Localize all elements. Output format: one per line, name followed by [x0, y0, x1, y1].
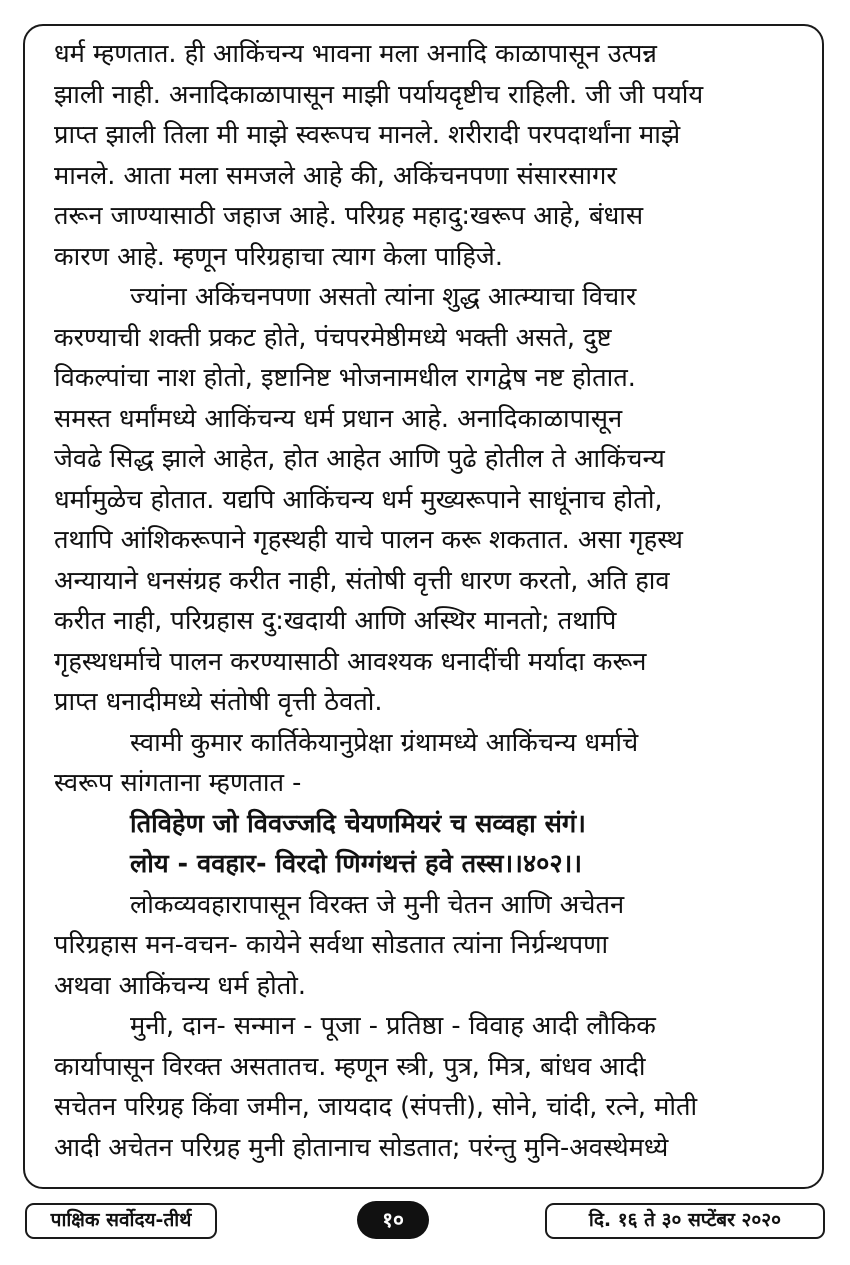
text-line: जेवढे सिद्ध झाले आहेत, होत आहेत आणि पुढे होतील ते आकिंचन्य: [54, 444, 665, 474]
text-line: मानले. आता मला समजले आहे की, अकिंचनपणा संसारसागर: [54, 160, 617, 191]
text-line: गृहस्थधर्माचे पालन करण्यासाठी आवश्यक धनादींची मर्यादा करून: [54, 646, 647, 677]
text-line: सचेतन परिग्रह किंवा जमीन, जायदाद (संपत्ती), सोने, चांदी, रत्ने, मोती: [54, 1092, 698, 1122]
text-line: आदी अचेतन परिग्रह मुनी होतानाच सोडतात; परंन्तु मुनि-अवस्थेमध्ये: [54, 1132, 669, 1163]
text-line: विकल्पांचा नाश होतो, इष्टानिष्ट भोजनामधील रागद्वेष नष्ट होतात.: [54, 363, 636, 393]
publication-name: पाक्षिक सर्वोदय-तीर्थ: [25, 1203, 217, 1239]
text-line: अथवा आकिंचन्य धर्म होतो.: [54, 970, 306, 1001]
text-line: तरून जाण्यासाठी जहाज आहे. परिग्रह महादु:खरूप आहे, बंधास: [54, 201, 644, 231]
text-line: मुनी, दान- सन्मान - पूजा - प्रतिष्ठा - विवाह आदी लौकिक: [130, 1011, 656, 1041]
verse-line: लोय - ववहार- विरदो णिग्गंथत्तं हवे तस्स।।४०२।।: [130, 849, 582, 879]
text-line: परिग्रहास मन-वचन- कायेने सर्वथा सोडतात त्यांना निर्ग्रन्थपणा: [54, 930, 609, 960]
text-line: करण्याची शक्ती प्रकट होते, पंचपरमेष्ठीमध्ये भक्ती असते, दुष्ट: [54, 322, 612, 353]
page-number: १०: [357, 1201, 429, 1239]
text-line: धर्म म्हणतात. ही आकिंचन्य भावना मला अनादि काळापासून उत्पन्न: [54, 39, 657, 69]
text-line: प्राप्त झाली तिला मी माझे स्वरूपच मानले. शरीरादी परपदार्थांना माझे: [54, 120, 681, 150]
text-line: स्वामी कुमार कार्तिकेयानुप्रेक्षा ग्रंथामध्ये आकिंचन्य धर्माचे: [130, 727, 639, 758]
text-line: कारण आहे. म्हणून परिग्रहाचा त्याग केला पाहिजे.: [54, 241, 503, 272]
text-line: स्वरूप सांगताना म्हणतात -: [54, 768, 302, 798]
text-line: लोकव्यवहारापासून विरक्त जे मुनी चेतन आणि अचेतन: [130, 889, 625, 920]
issue-date: दि. १६ ते ३० सप्टेंबर २०२०: [545, 1203, 825, 1239]
text-line: धर्मामुळेच होतात. यद्यपि आकिंचन्य धर्म मुख्यरूपाने साधूंनाच होतो,: [54, 484, 663, 515]
verse-line: तिविहेण जो विवज्जदि चेयणमियरं च सव्वहा संगं।: [130, 808, 586, 839]
text-line: कार्यापासून विरक्त असतातच. म्हणून स्त्री, पुत्र, मित्र, बांधव आदी: [54, 1051, 646, 1082]
text-line: समस्त धर्मांमध्ये आकिंचन्य धर्म प्रधान आहे. अनादिकाळापासून: [54, 403, 623, 434]
text-line: करीत नाही, परिग्रहास दु:खदायी आणि अस्थिर मानतो; तथापि: [54, 606, 617, 636]
text-line: झाली नाही. अनादिकाळापासून माझी पर्यायदृष्टीच राहिली. जी जी पर्याय: [54, 79, 704, 110]
text-line: तथापि आंशिकरूपाने गृहस्थही याचे पालन करू शकतात. असा गृहस्थ: [54, 525, 683, 555]
text-line: प्राप्त धनादीमध्ये संतोषी वृत्ती ठेवतो.: [54, 687, 383, 717]
text-line: अन्यायाने धनसंग्रह करीत नाही, संतोषी वृत्ती धारण करतो, अति हाव: [54, 565, 670, 596]
text-line: ज्यांना अकिंचनपणा असतो त्यांना शुद्ध आत्म्याचा विचार: [130, 282, 637, 312]
page-text: [54, 34, 802, 1168]
